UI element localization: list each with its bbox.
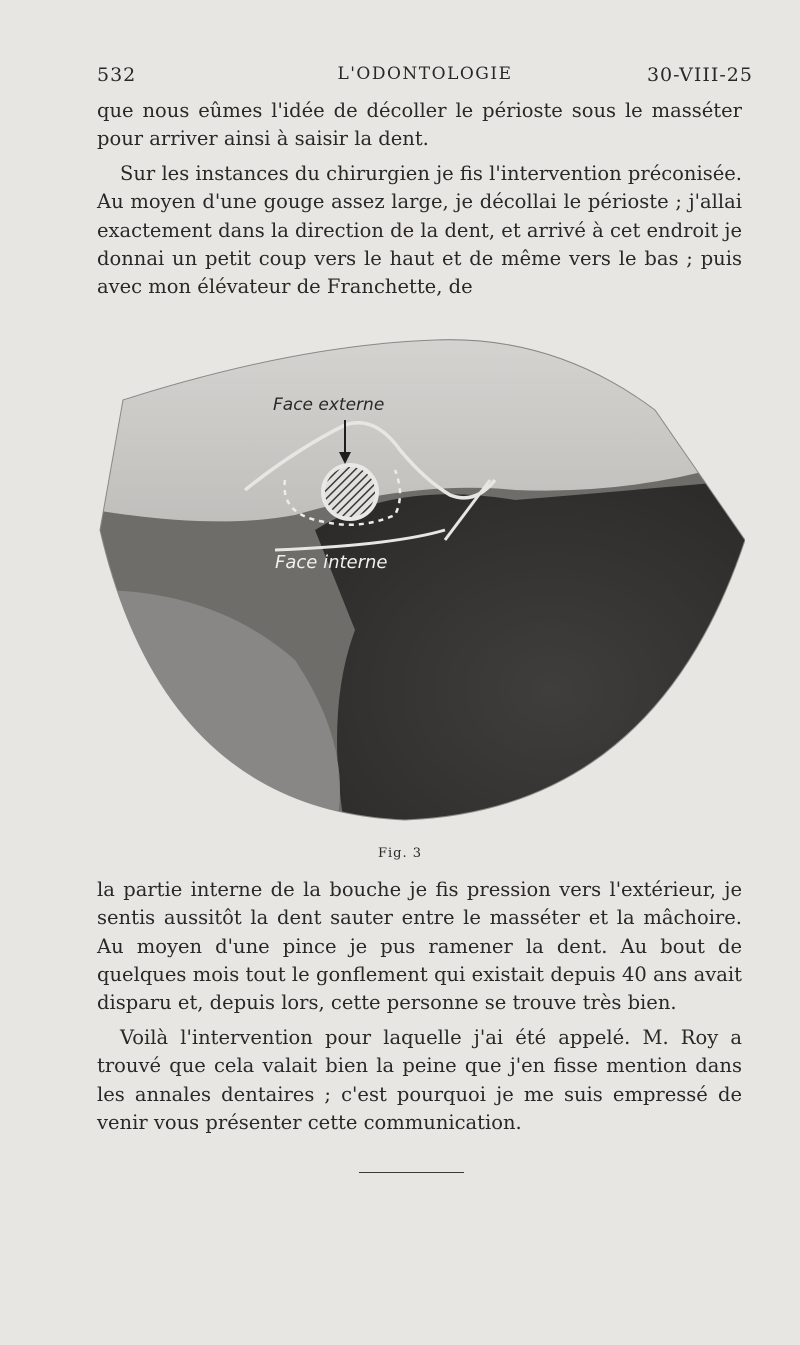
issue-date: 30-VIII-25	[646, 64, 753, 86]
journal-title: L'ODONTOLOGIE	[337, 64, 513, 84]
radiograph-image	[95, 330, 745, 830]
paragraph-2: Sur les instances du chirurgien je fis l'intervention préconisée. Au moyen d'une gouge assez large, je décollai le périoste ; j'allai exactement dans la direction de la dent, et arrivé à cet endroit je donnai un petit coup vers le haut et de même vers le bas ; puis avec mon élévateur de Franchette, de	[97, 162, 742, 299]
label-face-interne: Face interne	[275, 552, 388, 573]
label-face-externe: Face externe	[273, 395, 385, 415]
radiograph-figure	[95, 330, 745, 830]
running-header	[97, 64, 753, 92]
figure-caption: Fig. 3	[377, 846, 423, 861]
page-number: 532	[97, 64, 137, 86]
paragraph-1: que nous eûmes l'idée de décoller le périoste sous le masséter pour arriver ainsi à saisir la dent.	[97, 99, 742, 151]
paragraph-4: Voilà l'intervention pour laquelle j'ai été appelé. M. Roy a trouvé que cela valait bien la peine que j'en fisse mention dans les annales dentaires ; c'est pourquoi je me suis empressé de venir vous présenter cette communication.	[97, 1026, 742, 1134]
end-rule	[359, 1172, 464, 1173]
paragraph-3: la partie interne de la bouche je fis pression vers l'extérieur, je sentis aussitôt la dent sauter entre le masséter et la mâchoire. Au moyen d'une pince je pus ramener la dent. Au bout de quelques mois tout le gonflement qui existait depuis 40 ans avait disparu et, depuis lors, cette personne se trouve très bien.	[97, 878, 742, 1015]
